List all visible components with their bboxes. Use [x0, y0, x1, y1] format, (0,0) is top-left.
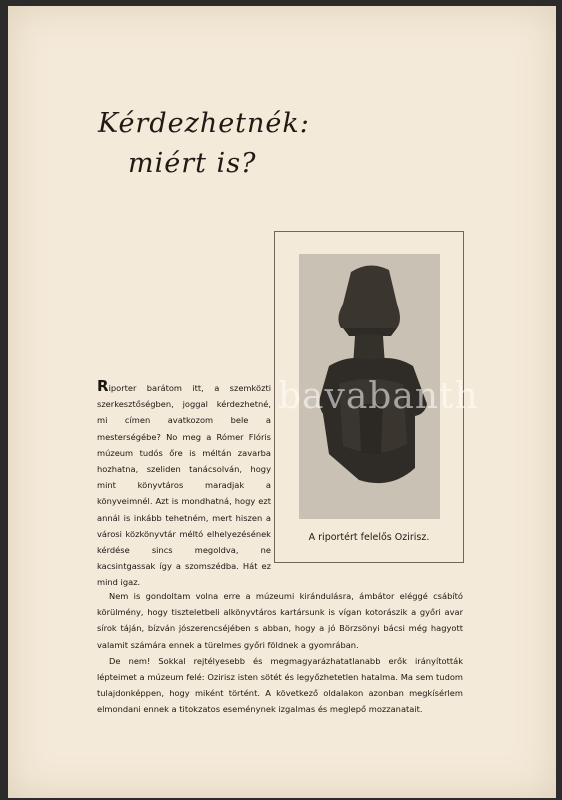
body-text [97, 588, 463, 718]
page-title [98, 104, 310, 184]
intro-paragraph [97, 377, 271, 591]
title-line-1: Kérdezhetnék: [98, 108, 310, 139]
intro-text: iporter barátom itt, a szemközti szerkesztőségben, joggal kérdezhetné, mi címen avatkozom bele a mesterségébe? No meg a Rómer Flóris múzeum tudós őre is méltán zavarba hozhatna, szeliden tanácsolván, hogy mint könyvtáros maradjak a könyveimnél. Azt is mondhatná, hogy ezt annál is inkább tehetném, mert hiszen a városi közkönyvtár méltó elhelyezésének kérdése sincs megoldva, ne kacsintgassak így a szomszédba. Hát ez mind igaz. [97, 383, 271, 588]
drop-cap: R [97, 377, 109, 395]
figure-caption: A riportért felelős Ozirisz. [308, 532, 430, 543]
paragraph-1: Nem is gondoltam volna erre a múzeumi kirándulásra, ámbátor eléggé csábító körülmény, hogy tiszteletbeli alkönyvtáros kartársunk is vígan kotorászik a győri avar sírok táján, bízván jószerencséjében s abban, hogy a jó Börzsönyi bácsi még hagyott valamit számára ennek a türelmes győri földnek a gyomrában. [97, 591, 463, 650]
paragraph-2: De nem! Sokkal rejtélyesebb és megmagyarázhatatlanabb erők irányították lépteimet a múzeum felé: Ozirisz isten sötét és legyőzhetetlen hatalma. Ma sem tudom tulajdonképpen, hogy miként történt. A következő oldalakon azonban megkísérlem elmondani ennek a titokzatos eseménynek izgalmas és meglepő mozzanatait. [97, 655, 463, 715]
document-page [8, 6, 556, 798]
watermark-logo: bavabanth [278, 376, 479, 417]
title-line-2: miért is? [128, 148, 257, 179]
